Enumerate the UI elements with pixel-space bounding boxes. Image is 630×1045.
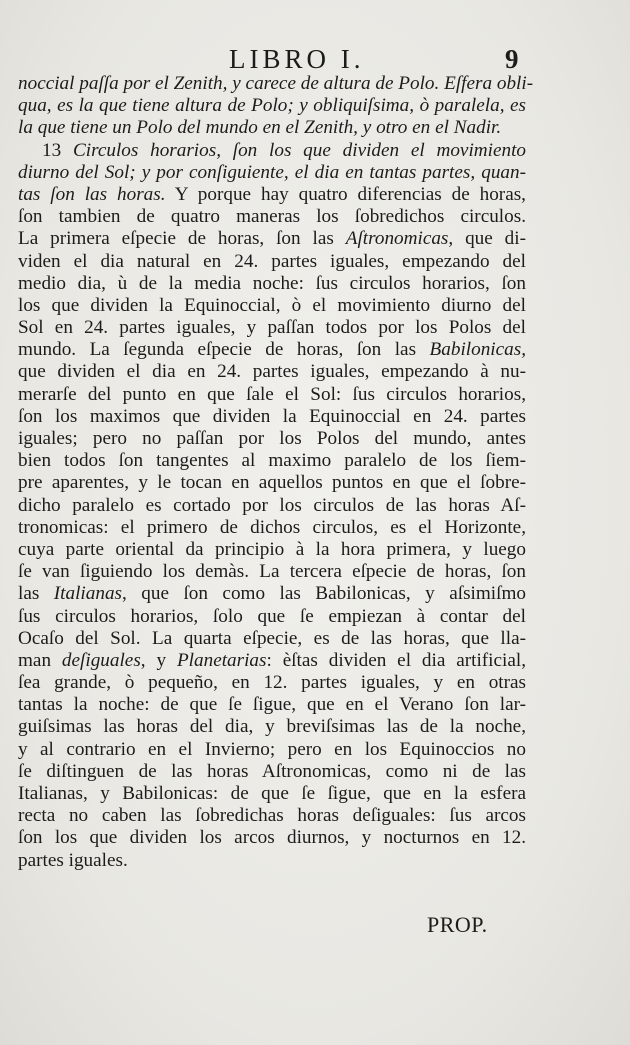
text-run: las [18, 583, 54, 605]
text-run: bien todos ſon tangentes al maximo paralelo de los ſiem- [18, 450, 526, 472]
text-run: medio dia, ù de la media noche: ſus circulos horarios, ſon [18, 272, 526, 294]
italic-term: Babilonicas, [429, 339, 526, 361]
text-run: : èſtas dividen el dia artificial, [266, 649, 526, 671]
text-line [18, 317, 526, 339]
text-line [18, 140, 526, 162]
text-line [18, 184, 526, 206]
text-run: ſea grande, ò pequeño, en 12. partes iguales, y en otras [18, 672, 526, 694]
text-line [18, 295, 526, 317]
text-line [18, 583, 526, 605]
text-run: recta no caben las ſobredichas horas deſiguales: ſus arcos [18, 805, 526, 827]
text-line [18, 672, 526, 694]
text-run: pre aparentes, y le tocan en aquellos puntos en que el ſobre- [18, 472, 526, 494]
text-run: ſon los que dividen los arcos diurnos, y nocturnos en 12. [18, 827, 526, 849]
text-line [18, 95, 526, 117]
text-line [18, 539, 526, 561]
text-run: ſon los maximos que dividen la Equinoccial en 24. partes [18, 405, 526, 427]
italic-term: Circulos horarios, ſon los que dividen el movimiento [72, 139, 527, 161]
text-run: 13 [42, 139, 73, 161]
italic-term: diurno del Sol; y por conſiguiente, el dia en tantas partes, quan- [18, 161, 526, 183]
text-run: los que dividen la Equinoccial, ò el movimiento diurno del [18, 294, 526, 316]
italic-term: tas ſon las horas. [18, 183, 166, 205]
running-head: LIBRO I. [229, 44, 365, 74]
text-line [18, 850, 526, 872]
text-line [18, 716, 526, 738]
text-line [18, 761, 526, 783]
text-line [18, 428, 526, 450]
text-run: tantas la noche: de que ſe ſigue, que en el Verano ſon lar- [18, 694, 526, 716]
italic-term: noccial paſſa por el Zenith, y carece de altura de Polo. Eſfera obli- [18, 73, 534, 94]
text-line [18, 162, 526, 184]
text-line [18, 827, 526, 849]
text-line [18, 739, 526, 761]
text-line [18, 450, 526, 472]
text-line [18, 606, 526, 628]
text-run: cuya parte oriental da principio à la hora primera, y luego [18, 538, 526, 560]
text-line [18, 495, 526, 517]
text-run: , que ſon como las Babilonicas, y aſsimiſmo [122, 583, 526, 605]
text-run: man [18, 649, 62, 671]
text-line [18, 251, 526, 273]
text-line [18, 694, 526, 716]
text-run: ſe diſtinguen de las horas Aſtronomicas, como ni de las [18, 760, 526, 782]
text-line [18, 384, 526, 406]
text-run: ſe van ſiguiendo los demàs. La tercera eſpecie de horas, ſon [18, 561, 526, 583]
text-line [18, 273, 526, 295]
text-run: La primera eſpecie de horas, ſon las [18, 228, 346, 250]
text-run: Italianas, y Babilonicas: de que ſe ſigue, que en la esfera [18, 783, 526, 804]
text-run: y al contrario en el Invierno; pero en los Equinoccios no [18, 738, 526, 760]
italic-term: Aſtronomicas [345, 228, 449, 250]
text-line [18, 206, 526, 228]
text-line [18, 650, 526, 672]
catchword: PROP. [427, 912, 488, 937]
italic-term: deſiguales [61, 649, 141, 671]
text-run: mundo. La ſegunda eſpecie de horas, ſon las [18, 339, 430, 361]
body-text [18, 73, 534, 872]
text-line [18, 472, 526, 494]
text-run: Sol en 24. partes iguales, y paſſan todos por los Polos del [18, 317, 526, 339]
text-run: viden el dia natural en 24. partes iguales, empezando del [18, 250, 526, 272]
text-line [18, 339, 526, 361]
text-run: , y [140, 649, 177, 671]
italic-term: Italianas [53, 583, 123, 605]
text-run: merarſe del punto en que ſale el Sol: ſus circulos horarios, [18, 383, 526, 405]
text-run: Y porque hay quatro diferencias de horas, [165, 183, 526, 205]
text-line [18, 561, 526, 583]
text-run: ſon tambien de quatro maneras los ſobredichos circulos. [18, 206, 526, 228]
text-run: ſus circulos horarios, ſolo que ſe empiezan à contar del [18, 605, 526, 627]
page-number: 9 [505, 44, 519, 74]
text-run: iguales; pero no paſſan por los Polos del mundo, antes [18, 428, 526, 449]
text-line [18, 628, 526, 650]
text-line [18, 117, 526, 139]
text-run: tronomicas: el primero de dichos circulos, es el Horizonte, [18, 516, 526, 538]
text-line [18, 406, 526, 428]
text-line [18, 73, 534, 95]
text-line [18, 805, 526, 827]
text-line [18, 228, 526, 250]
text-line [18, 361, 526, 383]
text-run: , que di- [448, 228, 526, 250]
text-run: partes iguales. [18, 849, 128, 871]
text-run: Ocaſo del Sol. La quarta eſpecie, es de las horas, que lla- [18, 627, 526, 649]
text-run: que dividen el dia en 24. partes iguales, empezando à nu- [18, 361, 526, 383]
text-run: guiſsimas las horas del dia, y breviſsimas las de la noche, [18, 716, 526, 738]
italic-term: qua, es la que tiene altura de Polo; y obliquiſsima, ò paralela, es [18, 95, 526, 117]
text-run: dicho paralelo es cortado por los circulos de las horas Aſ- [18, 494, 526, 516]
italic-term: la que tiene un Polo del mundo en el Zenith, y otro en el Nadir. [18, 117, 502, 139]
text-line [18, 517, 526, 539]
text-line [18, 783, 526, 805]
italic-term: Planetarias [176, 649, 267, 671]
